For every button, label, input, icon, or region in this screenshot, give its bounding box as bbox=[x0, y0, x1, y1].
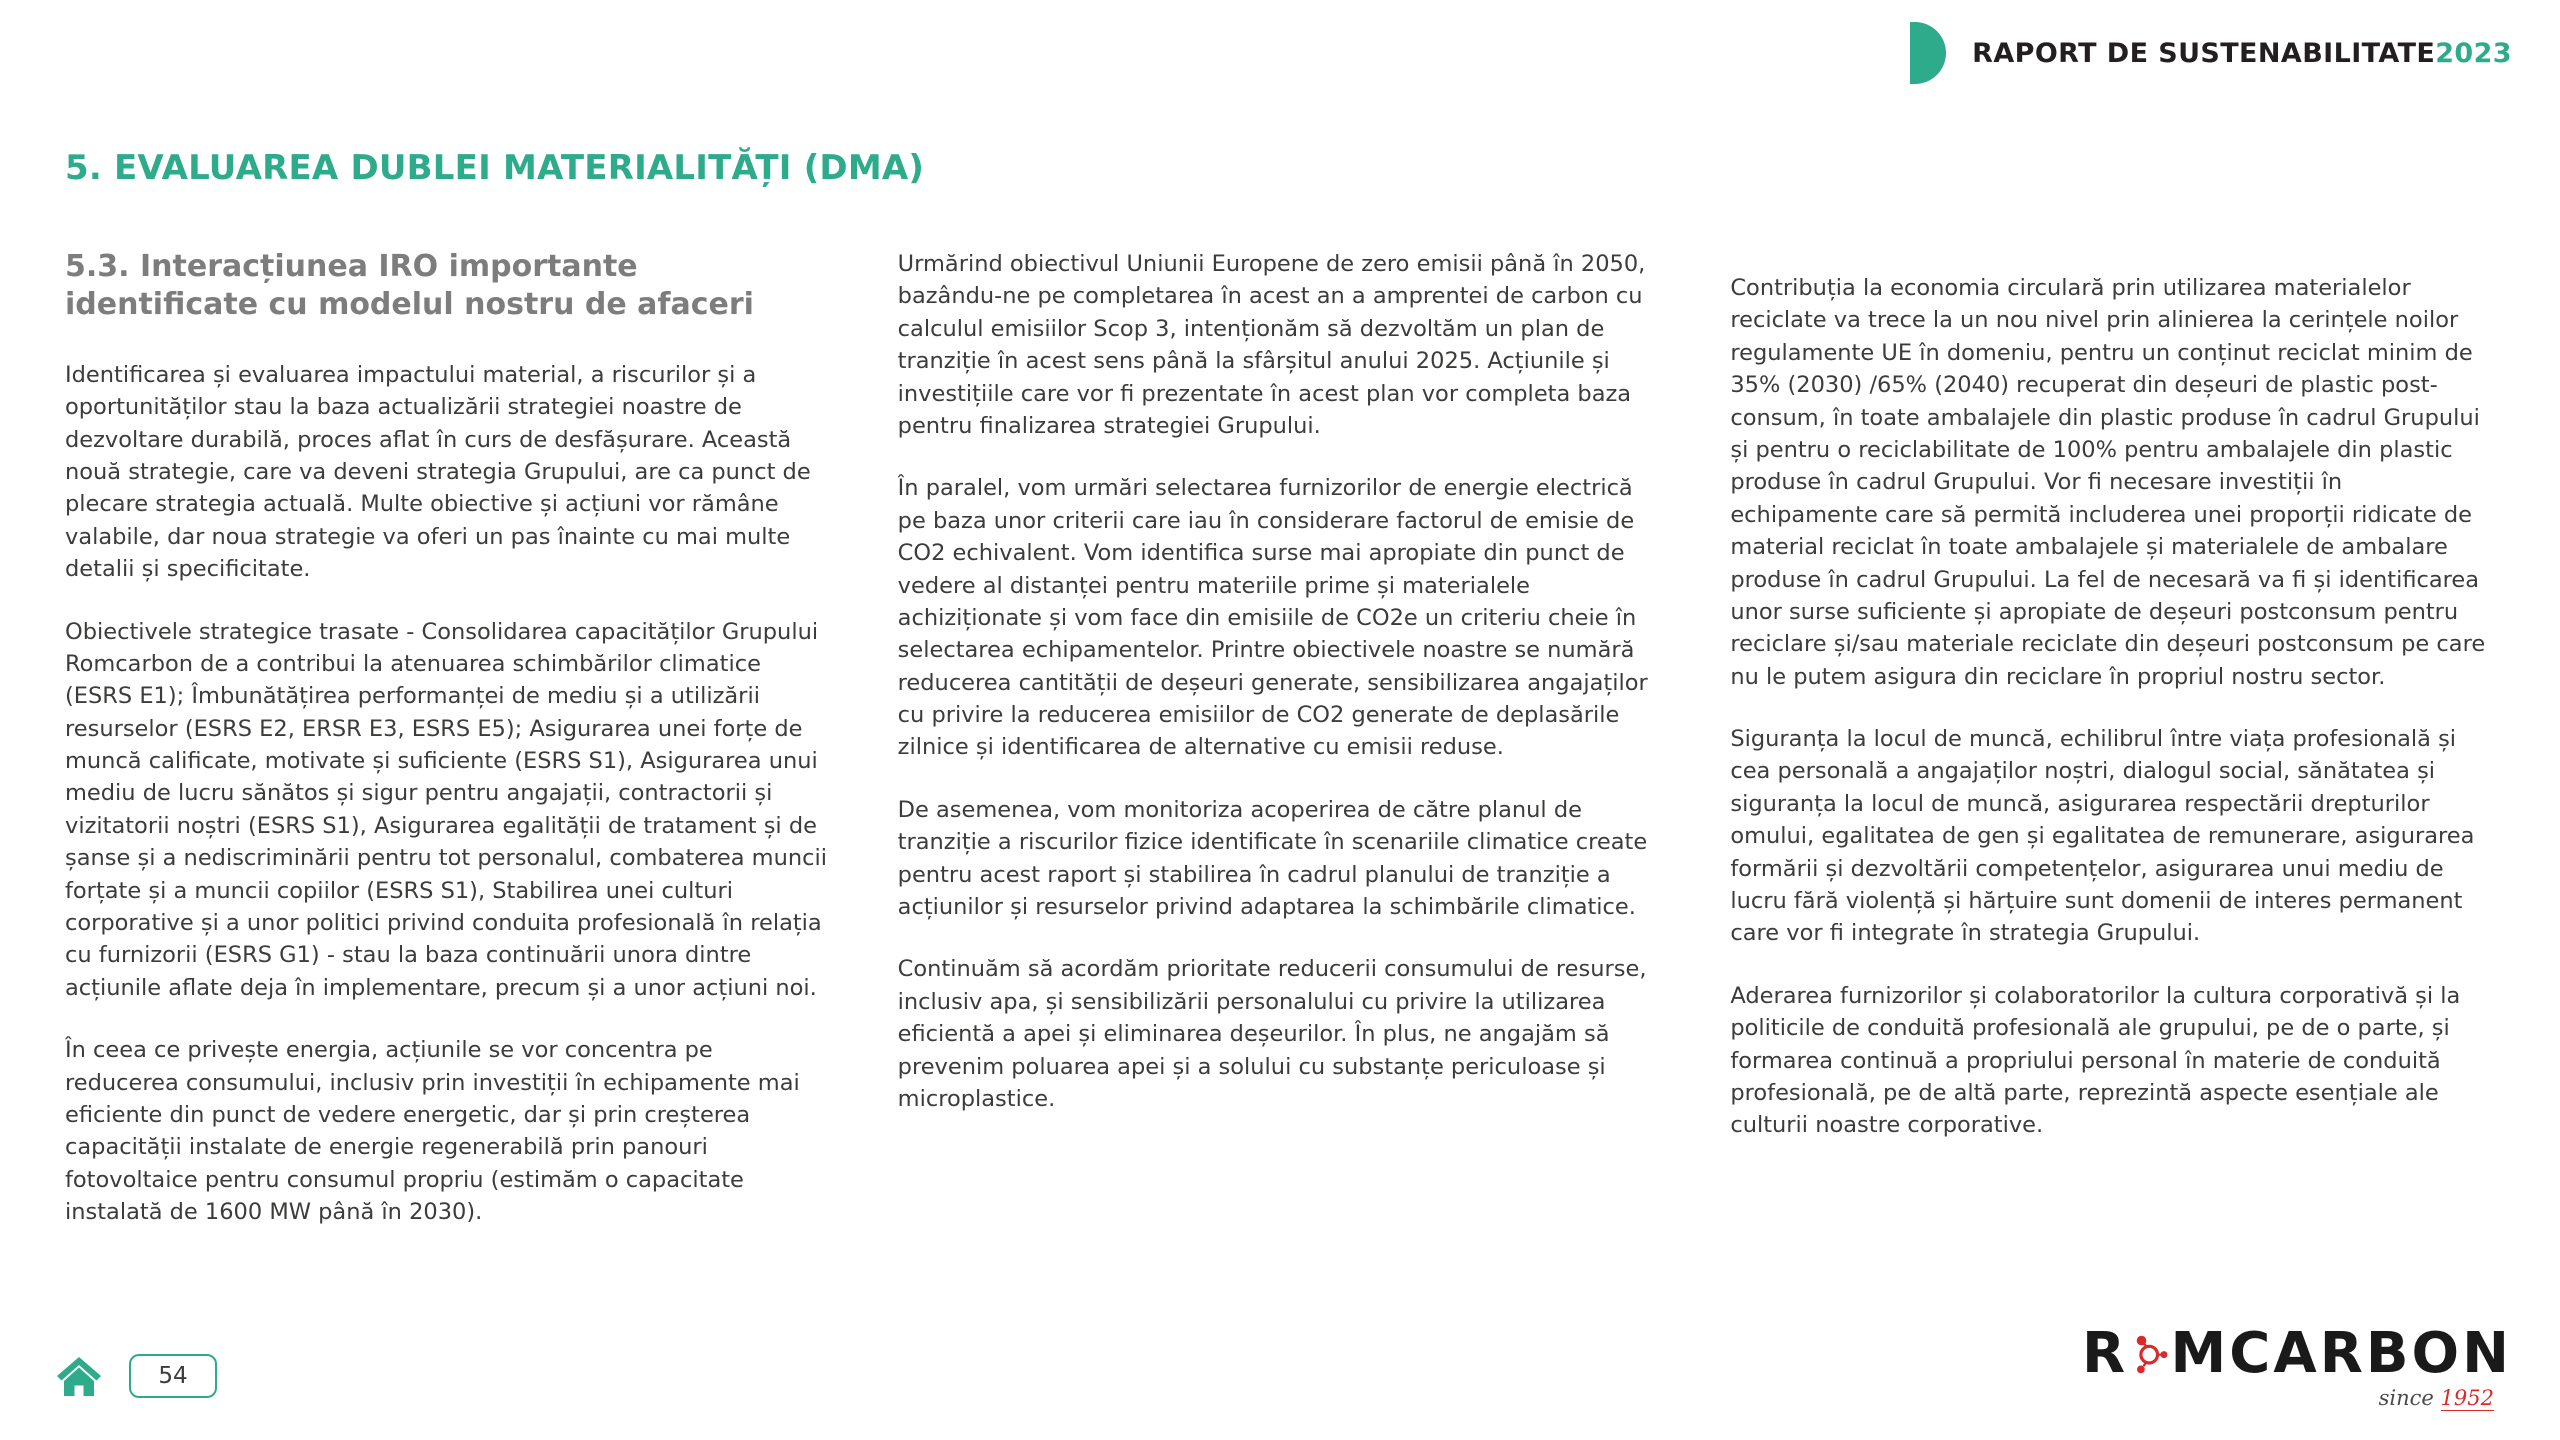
home-icon[interactable] bbox=[55, 1354, 103, 1398]
logo-since-year: 1952 bbox=[2440, 1386, 2494, 1410]
footer-navigation bbox=[55, 1354, 217, 1398]
paragraph: În paralel, vom urmări selectarea furnizorilor de energie electrică pe baza unor criterii care iau în considerare factorul de emisie de CO2 echivalent. Vom identifica surse mai apropiate din punct de vedere al distanței pentru materiile prime și materialele achiziționate și vom face din emisiile de CO2e un criteriu cheie în selectarea echipamentelor. Printre obiectivele noastre se numără reducerea cantității de deșeuri generate, sensibilizarea angajaților cu privire la reducerea emisiilor de CO2 generate de deplasările zilnice și identificarea de alternative cu emisii reduse. bbox=[897, 475, 1648, 761]
logo-text-before: R bbox=[2082, 1321, 2129, 1386]
page-header bbox=[1910, 22, 2512, 84]
header-title-main: RAPORT DE SUSTENABILITATE bbox=[1972, 37, 2436, 69]
page-title: 5. EVALUAREA DUBLEI MATERIALITĂȚI (DMA) bbox=[65, 148, 925, 188]
paragraph: De asemenea, vom monitoriza acoperirea de către planul de tranziție a riscurilor fizice identificate în scenariile climatice create pentru acest raport și stabilirea în cadrul planului de tranziție a acțiunilor și resurselor privind adaptarea la schimbările climatice. bbox=[897, 796, 1648, 921]
paragraph: Siguranța la locul de muncă, echilibrul între viața profesională și cea personală a angajaților noștri, dialogul social, sănătatea și siguranța la locul de muncă, asigurarea respectării drepturilor omului, egalitatea de gen și egalitatea de remunerare, asigurarea formării și dezvoltării competențelor, asigurarea unui mediu de lucru fără violență și hărțuire sunt domenii de interes permanent care vor fi integrate în strategia Grupului. bbox=[1730, 726, 2475, 947]
logo-tagline bbox=[2082, 1386, 2512, 1410]
atom-molecule-icon bbox=[2130, 1324, 2168, 1384]
header-title bbox=[1972, 38, 2512, 69]
column-middle bbox=[898, 248, 1663, 1229]
column-left bbox=[65, 248, 830, 1229]
logo-since-label: since bbox=[2378, 1386, 2441, 1410]
paragraph: Contribuția la economia circulară prin utilizarea materialelor reciclate va trece la un nou nivel prin alinierea la cerințele noilor regulamente UE în domeniu, pentru un conținut reciclat minim de 35% (2030) /65% (2040) recuperat din deșeuri de plastic post-consum, în toate ambalajele din plastic produse în cadrul Grupului și pentru o reciclabilitate de 100% pentru ambalajele din plastic produse în cadrul Grupului. Vor fi necesare investiții în echipamente care să permită includerea unei proporții ridicate de material reciclat în toate ambalajele și materialele de ambalare produse în cadrul Grupului. La fel de necesară va fi și identificarea unor surse suficiente și apropiate de deșeuri postconsum pentru reciclare și/sau materiale reciclate din deșeuri postconsum pe care nu le putem asigura din reciclare în propriul nostru sector. bbox=[1730, 275, 2486, 690]
section-subtitle: 5.3. Interacțiunea IRO importante identificate cu modelul nostru de afaceri bbox=[65, 249, 754, 323]
paragraph: Urmărind obiectivul Uniunii Europene de zero emisii până în 2050, bazându-ne pe completarea în acest an a amprentei de carbon cu calculul emisiilor Scop 3, intenționăm să dezvoltăm un plan de tranziție în acest sens până la sfârșitul anului 2025. Acțiunile și investițiile care vor fi prezentate în acest plan vor completa baza pentru finalizarea strategiei Grupului. bbox=[897, 251, 1646, 439]
content-columns bbox=[65, 248, 2495, 1229]
paragraph: Identificarea și evaluarea impactului material, a riscurilor și a oportunităților stau la baza actualizării strategiei noastre de dezvoltare durabilă, proces aflat în curs de desfășurare. Această nouă strategie, care va deveni strategia Grupului, are ca punct de plecare strategia actuală. Multe obiective și acțiuni vor rămâne valabile, dar noua strategie va oferi un pas înainte cu mai multe detalii și specificitate. bbox=[65, 361, 811, 583]
company-logo bbox=[2082, 1321, 2512, 1410]
logo-text-after: MCARBON bbox=[2170, 1321, 2512, 1386]
header-title-year: 2023 bbox=[2435, 37, 2512, 69]
half-circle-mark-icon bbox=[1910, 22, 1946, 84]
paragraph: Obiectivele strategice trasate - Consolidarea capacităților Grupului Romcarbon de a contribui la atenuarea schimbărilor climatice (ESRS E1); Îmbunătățirea performanței de mediu și a utilizării resurselor (ESRS E2, ERSR E3, ESRS E5); Asigurarea unei forțe de muncă calificate, motivate și suficiente (ESRS S1), Asigurarea unui mediu de lucru sănătos și sigur pentru angajații, contractorii și vizitatorii noștri (ESRS S1), Asigurarea egalității de tratament și de șanse și a nediscriminării pentru tot personalul, combaterea muncii forțate și a muncii copiilor (ESRS S1), Stabilirea unei culturi corporative și a unor politici privind conduita profesională în relația cu furnizorii (ESRS G1) - stau la baza continuării unora dintre acțiunile aflate deja în implementare, precum și a unor acțiuni noi. bbox=[65, 618, 827, 1001]
paragraph: Continuăm să acordăm prioritate reducerii consumului de resurse, inclusiv apa, și sensibilizării personalului cu privire la utilizarea eficientă a apei și eliminarea deșeurilor. În plus, ne angajăm să prevenim poluarea apei și a solului cu substanțe periculoase și microplastice. bbox=[897, 956, 1647, 1112]
page-number-box bbox=[129, 1354, 217, 1398]
page-number: 54 bbox=[158, 1363, 188, 1389]
paragraph: În ceea ce privește energia, acțiunile se vor concentra pe reducerea consumului, inclusiv prin investiții în echipamente mai eficiente din punct de vedere energetic, dar și prin creșterea capacității instalate de energie regenerabilă prin panouri fotovoltaice pentru consumul propriu (estimăm o capacitate instalată de 1600 MW până în 2030). bbox=[65, 1037, 800, 1226]
logo-wordmark bbox=[2082, 1321, 2512, 1386]
column-right bbox=[1730, 248, 2495, 1229]
paragraph: Aderarea furnizorilor și colaboratorilor la cultura corporativă și la politicile de conduită profesională ale grupului, pe de o parte, și formarea continuă a propriului personal în materie de conduită profesională, pe de altă parte, reprezintă aspecte esențiale ale culturii noastre corporative. bbox=[1730, 982, 2461, 1139]
